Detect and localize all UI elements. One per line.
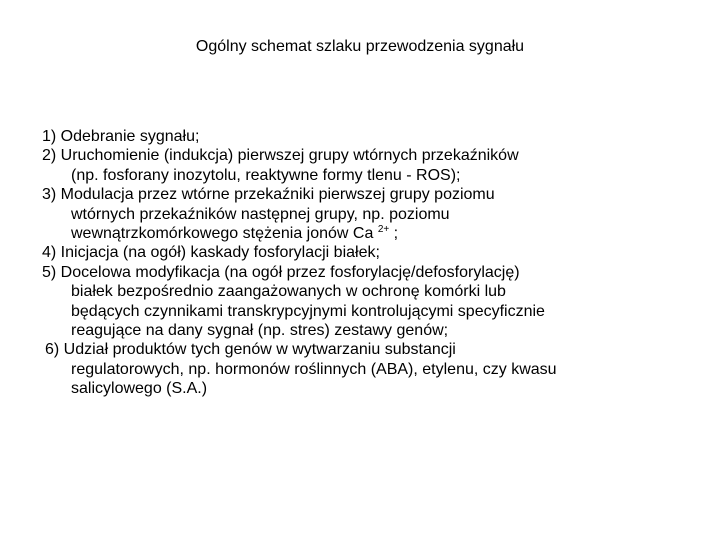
- list-item-4: 4) Inicjacja (na ogół) kaskady fosforylacji białek;: [42, 244, 380, 262]
- signal-pathway-list: [42, 127, 702, 398]
- calcium-text: wewnątrzkomórkowego stężenia jonów Ca: [71, 224, 374, 242]
- list-item-6-continued-2: salicylowego (S.A.): [71, 380, 208, 398]
- list-item-5: 5) Docelowa modyfikacja (na ogół przez fosforylację/defosforylację): [42, 263, 520, 281]
- list-item-2: 2) Uruchomienie (indukcja) pierwszej grupy wtórnych przekaźników: [42, 147, 519, 165]
- list-item-3-end: ;: [389, 224, 399, 242]
- calcium-charge-superscript: 2+: [377, 223, 390, 235]
- list-item-3-calcium-line: [42, 224, 702, 243]
- list-item-1: 1) Odebranie sygnału;: [42, 128, 200, 145]
- list-item-3-continued: wtórnych przekaźników następnej grupy, np. poziomu: [71, 205, 450, 223]
- slide-title: Ogólny schemat szlaku przewodzenia sygnału: [195, 38, 525, 55]
- list-item-2-continued: (np. fosforany inozytolu, reaktywne formy tlenu - ROS);: [71, 166, 461, 184]
- list-item-3: 3) Modulacja przez wtórne przekaźniki pierwszej grupy poziomu: [42, 186, 495, 204]
- list-item-5-continued-1: białek bezpośrednio zaangażowanych w ochronę komórki lub: [71, 283, 506, 301]
- list-item-5-continued-2: będących czynnikami transkrypcyjnymi kontrolującymi specyficznie: [71, 302, 545, 320]
- list-item-6-continued-1: regulatorowych, np. hormonów roślinnych (ABA), etylenu, czy kwasu: [71, 360, 557, 378]
- list-item-5-continued-3: reagujące na dany sygnał (np. stres) zestawy genów;: [71, 321, 449, 339]
- list-item-6: 6) Udział produktów tych genów w wytwarzaniu substancji: [45, 341, 456, 359]
